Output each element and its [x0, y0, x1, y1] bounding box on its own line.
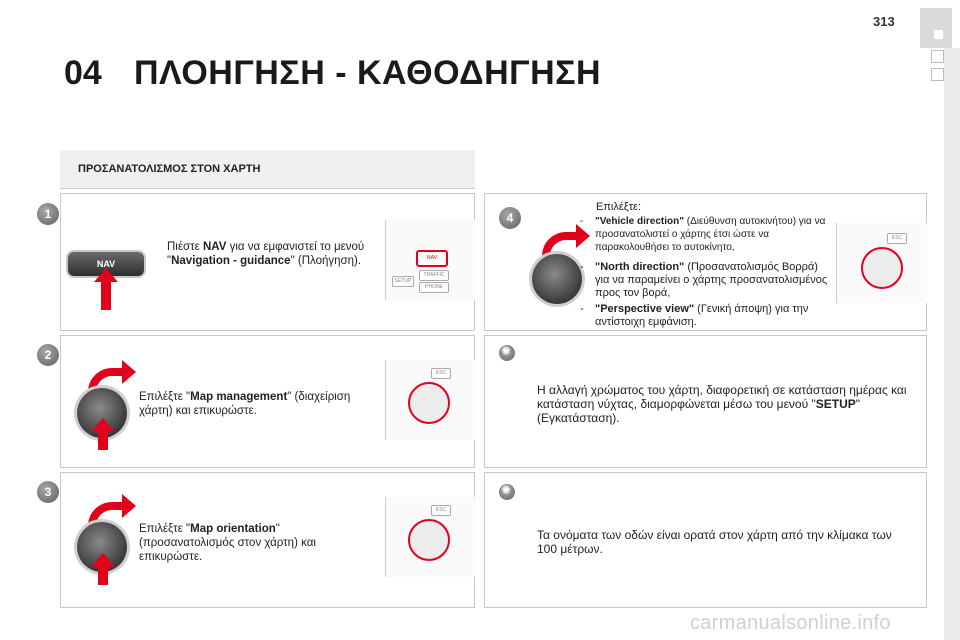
side-square-2 [931, 68, 944, 81]
thumb-phone-button: PHONE [419, 282, 449, 293]
option-vehicle-direction: - "Vehicle direction" (Διεύθυνση αυτοκινήτου) για να προσανατολιστεί ο χάρτης έτσι ώστε να παρακολουθήσει το αυτοκίνητο, [580, 216, 826, 253]
side-strip [944, 48, 960, 640]
step-4-intro: Επιλέξτε: [596, 201, 642, 213]
step-2-thumbnail [385, 360, 475, 440]
step-1-thumbnail [385, 220, 475, 300]
thumb-esc-button: ESC [431, 368, 451, 379]
thumb-dial [861, 247, 903, 289]
chapter-number: 04 [64, 54, 102, 92]
thumb-esc-button: ESC [887, 233, 907, 244]
step-3-text: Επιλέξτε "Map orientation" (προσανατολισμός στον χάρτη) και επικυρώστε. [139, 523, 316, 563]
thumb-esc-button: ESC [431, 505, 451, 516]
step-3-thumbnail [385, 497, 475, 577]
control-knob [532, 254, 582, 304]
tip-1-text: Η αλλαγή χρώματος του χάρτη, διαφορετική σε κατάσταση ημέρας και κατάσταση νύχτας, διαμορφώνεται μέσω του μενού "SETUP" (Εγκατάσταση). [537, 383, 907, 425]
step-1-number: 1 [37, 203, 59, 225]
page-title: ΠΛΟΗΓΗΣΗ - ΚΑΘΟΔΗΓΗΣΗ [134, 54, 602, 92]
option-north-direction: - "North direction" (Προσανατολισμός Βορρά) για να παραμείνει ο χάρτης προσανατολισμένος προς τον βορά, [580, 261, 828, 299]
step-3-number: 3 [37, 481, 59, 503]
step-4-number: 4 [499, 207, 521, 229]
watermark: carmanualsonline.info [690, 612, 891, 634]
side-square-1 [931, 50, 944, 63]
corner-square [934, 30, 943, 39]
thumb-traffic-button: TRAFFIC [419, 270, 449, 281]
tip-icon [499, 345, 515, 361]
page-number: 313 [873, 14, 895, 29]
tip-2-text: Τα ονόματα των οδών είναι ορατά στον χάρτη από την κλίμακα των 100 μέτρων. [537, 528, 892, 556]
press-arrow-icon [98, 430, 108, 450]
section-title: ΠΡΟΣΑΝΑΤΟΛΙΣΜΟΣ ΣΤΟΝ ΧΑΡΤΗ [78, 163, 261, 175]
thumb-nav-button: NAV [416, 250, 448, 267]
option-perspective-view: - "Perspective view" (Γενική άποψη) για την αντίστοιχη εμφάνιση. [580, 303, 809, 328]
nav-button: NAV [68, 252, 144, 276]
step-2-text: Επιλέξτε "Map management" (διαχείριση χάρτη) και επικυρώστε. [139, 391, 351, 417]
thumb-dial [408, 519, 450, 561]
thumb-dial [408, 382, 450, 424]
press-arrow-icon [98, 565, 108, 585]
press-arrow-icon [101, 280, 111, 310]
tip-icon [499, 484, 515, 500]
step-1-text: Πιέστε NAV για να εμφανιστεί το μενού "Navigation - guidance" (Πλοήγηση). [167, 241, 365, 267]
step-4-thumbnail [836, 223, 927, 303]
thumb-setup-button: SETUP [392, 276, 414, 287]
corner-tab [920, 8, 952, 48]
step-2-number: 2 [37, 344, 59, 366]
